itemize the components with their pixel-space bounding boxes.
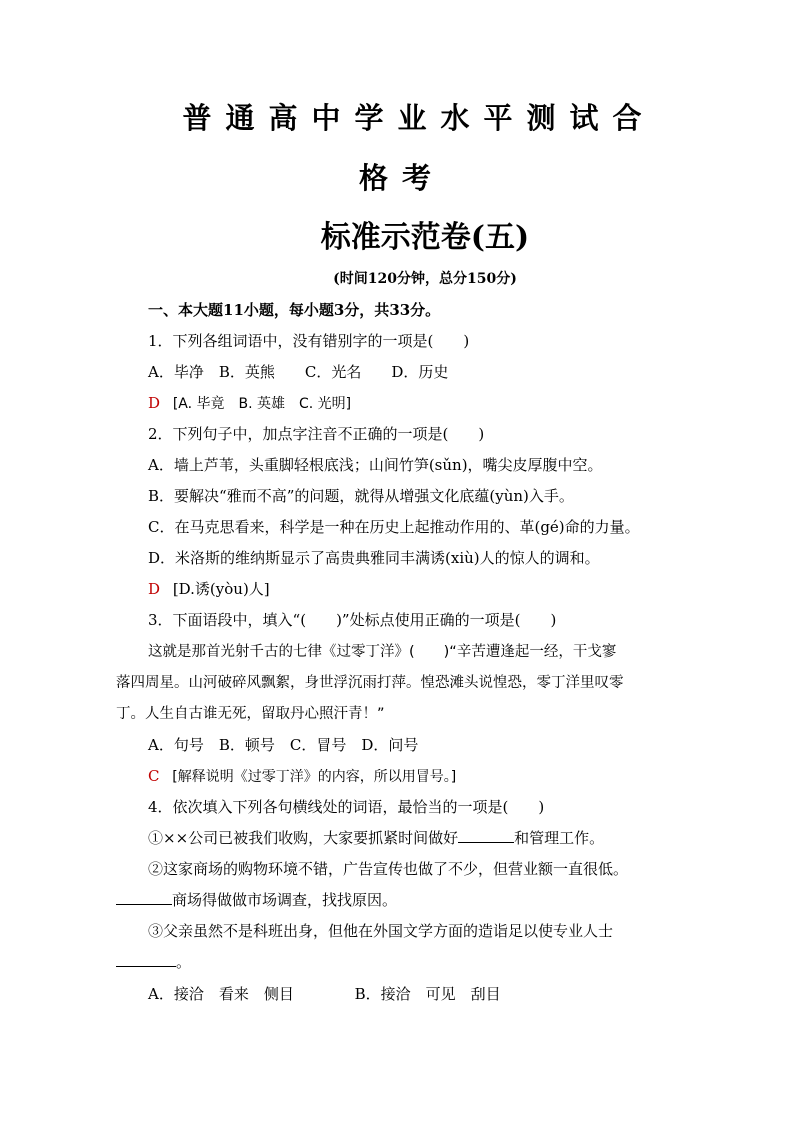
q4-item3-text-after: 。 xyxy=(176,953,192,971)
exam-title-line3: 标准示范卷(五) xyxy=(320,220,530,255)
q4-item2-line1: ②这家商场的购物环境不错，广告宣传也做了不少，但营业额一直很低。 xyxy=(148,860,629,878)
q4-item1-blank xyxy=(458,828,514,843)
q3-answer-note: [解释说明《过零丁洋》的内容，所以用冒号。] xyxy=(172,769,457,785)
q4-item1-text-before: ①××公司已被我们收购，大家要抓紧时间做好 xyxy=(148,829,459,847)
q4-item3-line1: ③父亲虽然不是科班出身，但他在外国文学方面的造诣足以使专业人士 xyxy=(148,922,614,940)
exam-title-line2: 格考 xyxy=(358,161,445,195)
q3-answer-letter: C xyxy=(148,767,160,785)
q4-options xyxy=(148,984,501,1004)
q2-answer xyxy=(148,579,270,599)
q1-stem: 1．下列各组词语中，没有错别字的一项是( ) xyxy=(148,332,470,350)
q2-option-b: B．要解决“雅而不高”的问题，就得从增强文化底蕴(yùn)入手。 xyxy=(148,487,574,505)
exam-title-line1: 普通高中学业水平测试合 xyxy=(182,101,656,135)
q2-option-c: C．在马克思看来，科学是一种在历史上起推动作用的、革(gé)命的力量。 xyxy=(148,518,640,536)
q2-option-d: D．米洛斯的维纳斯显示了高贵典雅同丰满诱(xiù)人的惊人的调和。 xyxy=(148,549,600,567)
q2-option-a: A．墙上芦苇，头重脚轻根底浅；山间竹笋(sǔn)，嘴尖皮厚腹中空。 xyxy=(148,456,603,474)
q1-answer xyxy=(148,393,351,414)
q4-item3-line2 xyxy=(116,952,191,972)
q4-item3-blank xyxy=(116,952,176,967)
q2-answer-letter: D xyxy=(148,580,161,598)
q4-option-b: B．接洽 可见 刮目 xyxy=(354,985,501,1003)
q4-item1 xyxy=(148,828,604,848)
q3-options: A．句号 B．顿号 C．冒号 D．问号 xyxy=(148,736,419,754)
q3-stem: 3．下面语段中，填入“( )”处标点使用正确的一项是( ) xyxy=(148,611,557,629)
q3-passage-line2: 落四周星。山河破碎风飘絮，身世浮沉雨打萍。惶恐滩头说惶恐，零丁洋里叹零 xyxy=(116,675,624,691)
exam-subtitle: (时间120分钟，总分150分) xyxy=(333,271,517,287)
q4-item1-text-after: 和管理工作。 xyxy=(514,829,605,847)
section-heading: 一、本大题11小题，每小题3分，共33分。 xyxy=(148,301,441,319)
q2-stem: 2．下列句子中，加点字注音不正确的一项是( ) xyxy=(148,425,485,443)
q1-answer-letter: D xyxy=(148,394,161,412)
q2-answer-note: [D.诱(yòu)人] xyxy=(172,580,270,598)
q3-passage-line1: 这就是那首光射千古的七律《过零丁洋》( )“辛苦遭逢起一经，干戈寥 xyxy=(148,644,617,660)
q1-answer-note: [A. 毕竟 B. 英雄 C. 光明] xyxy=(172,396,352,412)
q4-item2-text-after: 商场得做做市场调查，找找原因。 xyxy=(172,891,398,909)
q1-options: A．毕净 B．英熊 C．光名 D．历史 xyxy=(148,363,449,381)
q3-answer xyxy=(148,766,456,787)
q4-stem: 4．依次填入下列各句横线处的词语，最恰当的一项是( ) xyxy=(148,798,545,816)
q4-item2-blank xyxy=(116,890,172,905)
q4-item2-line2 xyxy=(116,890,397,910)
q3-passage-line3: 丁。人生自古谁无死，留取丹心照汗青！” xyxy=(116,706,385,722)
q4-option-a: A．接洽 看来 侧目 xyxy=(148,985,294,1003)
